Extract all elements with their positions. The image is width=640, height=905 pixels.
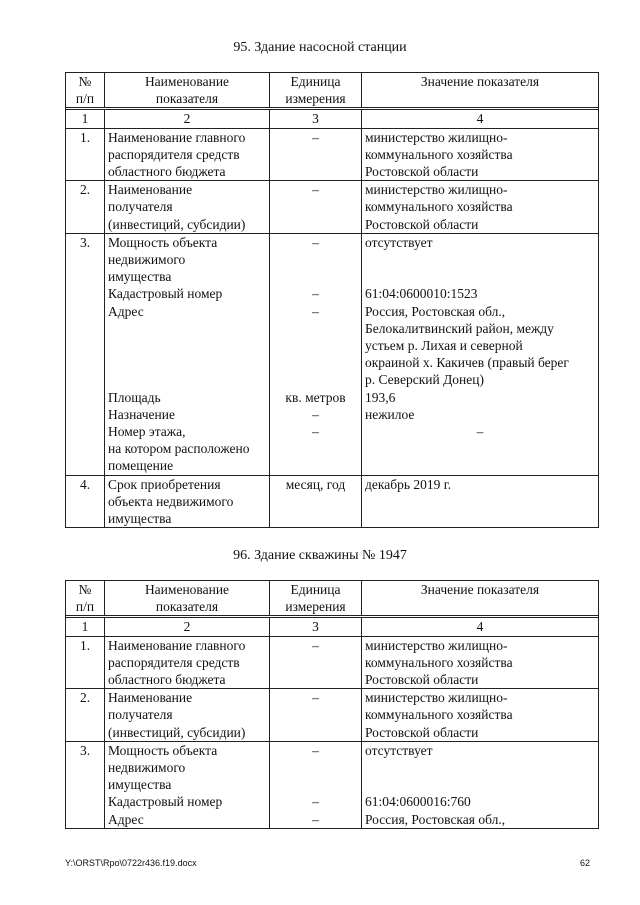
section-title-96: 96. Здание скважины № 1947 xyxy=(233,548,407,563)
indicator-name-line: Номер этажа, xyxy=(108,424,186,439)
table-row xyxy=(66,475,598,528)
unit-of-measure xyxy=(269,234,361,475)
table-header-row xyxy=(66,73,598,107)
indicator-name xyxy=(104,476,269,528)
indicator-value-line: р. Северский Донец) xyxy=(365,372,484,388)
indicator-name-line xyxy=(108,337,266,354)
indicator-name-line: Кадастровый номер xyxy=(108,286,223,302)
indicator-value-line xyxy=(365,493,595,510)
table-row xyxy=(66,741,598,828)
indicator-value-line xyxy=(365,440,595,457)
indicator-name-line: распорядителя средств xyxy=(108,146,240,162)
indicator-value-line: нежилое xyxy=(365,406,415,422)
section-title-95: 95. Здание насосной станции xyxy=(233,40,407,55)
indicator-value xyxy=(361,637,598,689)
indicator-name-line: областного бюджета xyxy=(108,672,226,688)
unit-of-measure xyxy=(269,689,361,741)
unit-of-measure-line xyxy=(273,654,358,671)
indicator-value-line: Ростовской области xyxy=(365,672,479,688)
unit-of-measure-line: – xyxy=(312,303,319,319)
page-number: 62 xyxy=(579,858,590,868)
unit-of-measure-line xyxy=(273,163,358,180)
indicator-value-line xyxy=(365,457,595,474)
indicator-value-line: – xyxy=(476,424,484,440)
indicator-name xyxy=(104,129,269,181)
header-unit: Единица измерения xyxy=(269,73,361,107)
indicator-name-line: Площадь xyxy=(108,389,161,405)
indicator-value-line: отсутствует xyxy=(365,234,433,250)
unit-of-measure-line xyxy=(273,354,358,371)
row-number: 2. xyxy=(79,690,91,706)
indicator-value-line: Россия, Ростовская обл., xyxy=(365,811,506,827)
indicator-value-line: Ростовской области xyxy=(365,164,479,180)
indicator-value-line: 61:04:0600016:760 xyxy=(365,794,471,810)
unit-of-measure-line: – xyxy=(312,129,319,145)
indicator-name-line: Мощность объекта xyxy=(108,234,218,250)
indicator-value-line xyxy=(365,510,595,527)
column-number: 3 xyxy=(269,618,361,635)
table-row xyxy=(66,180,598,233)
indicator-name-line: Наименование xyxy=(108,182,193,198)
indicator-name-line: на котором расположено xyxy=(108,441,250,457)
header-number: № п/п xyxy=(75,74,95,107)
column-number: 3 xyxy=(269,110,361,127)
unit-of-measure-line xyxy=(273,706,358,723)
indicator-name-line: Назначение xyxy=(108,406,175,422)
row-number: 3. xyxy=(79,742,91,758)
indicator-value-line: Белокалитвинский район, между xyxy=(365,320,554,336)
indicator-name-line: Срок приобретения xyxy=(108,476,221,492)
unit-of-measure-line xyxy=(273,759,358,776)
unit-of-measure-line xyxy=(273,493,358,510)
indicator-name-line xyxy=(108,320,266,337)
unit-of-measure xyxy=(269,476,361,528)
indicator-value-line xyxy=(365,759,595,776)
indicator-value xyxy=(361,234,598,475)
unit-of-measure-line xyxy=(273,251,358,268)
unit-of-measure-line: – xyxy=(312,742,319,758)
header-unit: Единица измерения xyxy=(269,581,361,615)
header-indicator-name: Наименование показателя xyxy=(104,73,269,107)
unit-of-measure-line xyxy=(273,320,358,337)
header-number: № п/п xyxy=(75,582,95,615)
header-value: Значение показателя xyxy=(361,581,598,615)
indicator-name-line: (инвестиций, субсидии) xyxy=(108,216,246,232)
unit-of-measure-line: – xyxy=(312,811,319,827)
column-number: 2 xyxy=(104,618,269,635)
column-number: 4 xyxy=(361,110,598,127)
indicator-value-line: министерство жилищно- xyxy=(365,182,508,198)
indicator-name-line: недвижимого xyxy=(108,760,186,776)
indicator-value-line: министерство жилищно- xyxy=(365,129,508,145)
indicator-name-line: распорядителя средств xyxy=(108,654,240,670)
indicator-name-line: имущества xyxy=(108,511,172,527)
row-number: 2. xyxy=(79,182,91,198)
table-row xyxy=(66,233,598,475)
indicator-name xyxy=(104,181,269,233)
unit-of-measure-line: – xyxy=(312,423,319,439)
indicator-name-line xyxy=(108,354,266,371)
unit-of-measure-line: кв. метров xyxy=(285,389,346,405)
unit-of-measure-line: – xyxy=(312,286,319,302)
indicator-name-line: Адрес xyxy=(108,811,144,827)
indicator-value-line: декабрь 2019 г. xyxy=(365,476,452,492)
unit-of-measure-line xyxy=(273,457,358,474)
indicator-value-line: министерство жилищно- xyxy=(365,637,508,653)
row-number: 1. xyxy=(79,637,91,653)
indicator-name-line: помещение xyxy=(108,458,174,474)
unit-of-measure-line: месяц, год xyxy=(285,476,346,492)
unit-of-measure xyxy=(269,637,361,689)
footer-file-path: Y:\ORST\Rpo\0722r436.f19.docx xyxy=(65,858,197,868)
indicator-value xyxy=(361,476,598,528)
indicator-name-line: получателя xyxy=(108,199,173,215)
unit-of-measure-line xyxy=(273,216,358,233)
column-number: 1 xyxy=(81,111,89,127)
table-row xyxy=(66,688,598,741)
indicator-name-line: имущества xyxy=(108,269,172,285)
table-row xyxy=(66,128,598,181)
unit-of-measure-line: – xyxy=(312,794,319,810)
indicator-value-line: 193,6 xyxy=(365,389,396,405)
indicator-value-line: Россия, Ростовская обл., xyxy=(365,303,506,319)
indicator-name-line: имущества xyxy=(108,777,172,793)
indicator-name-line: получателя xyxy=(108,707,173,723)
indicator-name-line: Наименование главного xyxy=(108,637,246,653)
indicator-value-line: коммунального хозяйства xyxy=(365,199,513,215)
unit-of-measure xyxy=(269,181,361,233)
unit-of-measure-line xyxy=(273,440,358,457)
indicator-name xyxy=(104,742,269,828)
unit-of-measure-line xyxy=(273,724,358,741)
indicator-name-line: Наименование xyxy=(108,690,193,706)
indicator-value-line: коммунального хозяйства xyxy=(365,654,513,670)
indicator-name-line: (инвестиций, субсидии) xyxy=(108,724,246,740)
unit-of-measure-line xyxy=(273,146,358,163)
indicator-value-line: коммунального хозяйства xyxy=(365,146,513,162)
indicator-name xyxy=(104,234,269,475)
unit-of-measure-line xyxy=(273,198,358,215)
unit-of-measure-line xyxy=(273,371,358,388)
indicator-name xyxy=(104,637,269,689)
table-section-96 xyxy=(65,580,599,829)
indicator-value xyxy=(361,129,598,181)
table-header-row xyxy=(66,581,598,615)
indicator-value-line xyxy=(365,268,595,285)
unit-of-measure-line xyxy=(273,337,358,354)
indicator-value xyxy=(361,742,598,828)
indicator-value-line: Ростовской области xyxy=(365,216,479,232)
unit-of-measure-line xyxy=(273,776,358,793)
indicator-value-line: 61:04:0600010:1523 xyxy=(365,286,478,302)
table-section-95 xyxy=(65,72,599,528)
row-number: 4. xyxy=(79,476,91,492)
indicator-value-line xyxy=(365,776,595,793)
indicator-name-line: Наименование главного xyxy=(108,129,246,145)
row-number: 1. xyxy=(79,129,91,145)
indicator-value-line: окраиной х. Какичев (правый берег xyxy=(365,355,569,371)
indicator-name-line: Кадастровый номер xyxy=(108,794,223,810)
column-number: 4 xyxy=(361,618,598,635)
unit-of-measure-line: – xyxy=(312,637,319,653)
indicator-name-line: Мощность объекта xyxy=(108,742,218,758)
header-value: Значение показателя xyxy=(361,73,598,107)
unit-of-measure-line: – xyxy=(312,690,319,706)
column-number-row xyxy=(66,615,598,635)
indicator-name-line: объекта недвижимого xyxy=(108,493,234,509)
indicator-value-line: коммунального хозяйства xyxy=(365,707,513,723)
unit-of-measure-line xyxy=(273,510,358,527)
indicator-name-line: областного бюджета xyxy=(108,164,226,180)
unit-of-measure-line xyxy=(273,268,358,285)
unit-of-measure xyxy=(269,742,361,828)
unit-of-measure-line: – xyxy=(312,234,319,250)
indicator-name-line: Адрес xyxy=(108,303,144,319)
unit-of-measure xyxy=(269,129,361,181)
indicator-value xyxy=(361,689,598,741)
indicator-value xyxy=(361,181,598,233)
indicator-value-line: устьем р. Лихая и северной xyxy=(365,338,523,354)
column-number: 1 xyxy=(81,619,89,635)
indicator-name xyxy=(104,689,269,741)
column-number-row xyxy=(66,107,598,127)
table-row xyxy=(66,636,598,689)
indicator-value-line: министерство жилищно- xyxy=(365,690,508,706)
indicator-value-line: отсутствует xyxy=(365,742,433,758)
indicator-value-line xyxy=(365,251,595,268)
header-indicator-name: Наименование показателя xyxy=(104,581,269,615)
unit-of-measure-line: – xyxy=(312,406,319,422)
indicator-value-line: Ростовской области xyxy=(365,724,479,740)
unit-of-measure-line: – xyxy=(312,182,319,198)
column-number: 2 xyxy=(104,110,269,127)
unit-of-measure-line xyxy=(273,671,358,688)
row-number: 3. xyxy=(79,234,91,250)
indicator-name-line xyxy=(108,371,266,388)
indicator-name-line: недвижимого xyxy=(108,252,186,268)
